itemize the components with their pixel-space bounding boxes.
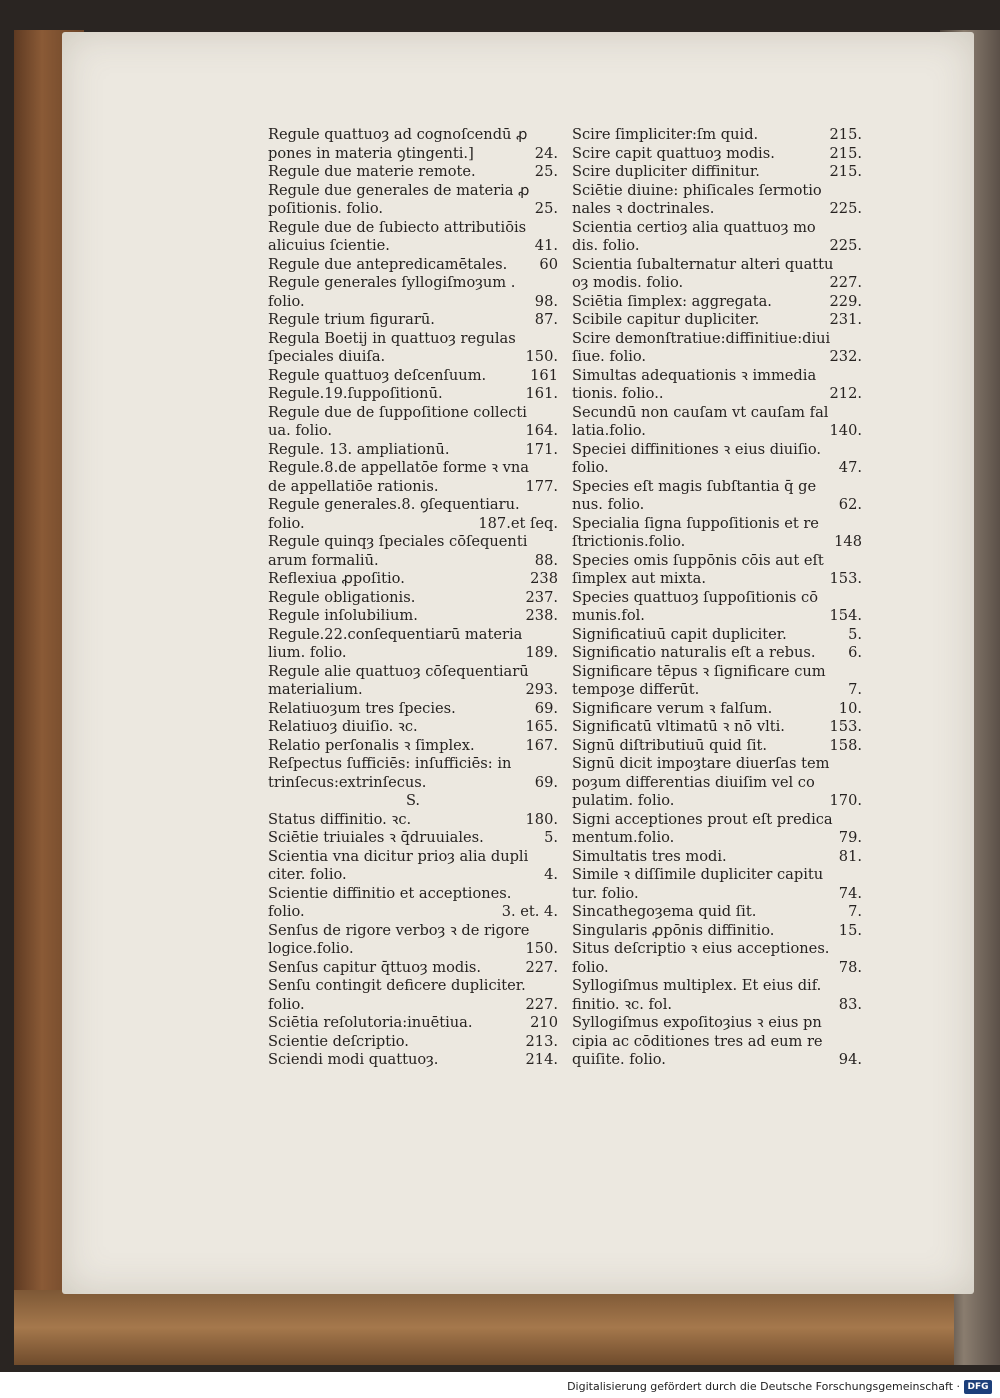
index-entry-text: arum formaliū. bbox=[268, 551, 379, 569]
index-entry-page: 232. bbox=[829, 348, 862, 365]
index-entry-text: Singularis ꝓpōnis diffinitio. bbox=[572, 921, 775, 939]
index-entry-text: Species eſt magis ſubſtantia q̄ ge bbox=[572, 477, 817, 495]
index-entry-text: folio. bbox=[268, 514, 305, 532]
index-entry-text: ſtrictionis.folio. bbox=[572, 533, 686, 550]
index-entry-text: nales ꝛ doctrinales. bbox=[572, 200, 715, 217]
index-entry-text: Regule due materie remote. bbox=[268, 163, 476, 180]
index-entry-text: Sciendi modi quattuoȝ. bbox=[268, 1051, 439, 1068]
section-letter-heading bbox=[268, 792, 558, 811]
index-entry bbox=[572, 422, 862, 441]
index-entry-text: Sincathegoȝema quid ſit. bbox=[572, 903, 757, 920]
index-entry-page: 87. bbox=[534, 311, 558, 328]
index-entry-page: 74. bbox=[838, 884, 862, 902]
index-entry bbox=[268, 237, 558, 256]
index-entry-page: 154. bbox=[829, 607, 862, 624]
binding-board-bottom bbox=[14, 1290, 954, 1365]
index-entry-text: poſitionis. folio. bbox=[268, 200, 384, 217]
index-entry bbox=[572, 256, 862, 275]
index-entry bbox=[572, 829, 862, 848]
index-entry-text: finitio. ꝛc. fol. bbox=[572, 995, 673, 1013]
index-entry-text: Senſus capitur q̄ttuoȝ modis. bbox=[268, 958, 481, 976]
index-entry-text: mentum.folio. bbox=[572, 829, 675, 846]
index-entry-text: oȝ modis. folio. bbox=[572, 274, 684, 291]
index-entry bbox=[268, 663, 558, 682]
index-entry bbox=[572, 182, 862, 201]
index-entry bbox=[572, 330, 862, 349]
index-entry-text: Regule generales.8. ꝯſequentiaru. bbox=[268, 496, 520, 513]
index-entry-text: folio. bbox=[572, 459, 609, 476]
index-entry-text: Reflexiua ꝓpoſitio. bbox=[268, 570, 405, 587]
index-entry bbox=[572, 700, 862, 719]
index-entry-text: pones in materia ꝯtingenti.] bbox=[268, 144, 474, 162]
index-entry bbox=[572, 163, 862, 182]
index-entry bbox=[268, 200, 558, 219]
index-entry-text: S. bbox=[405, 792, 421, 809]
index-entry-page: 60 bbox=[539, 255, 558, 273]
index-entry bbox=[268, 903, 558, 922]
index-entry bbox=[572, 496, 862, 515]
index-entry-page: 293. bbox=[525, 681, 558, 698]
index-entry-text: Regule trium figurarū. bbox=[268, 311, 435, 328]
index-entry bbox=[572, 293, 862, 312]
index-entry bbox=[268, 829, 558, 848]
index-entry bbox=[268, 866, 558, 885]
index-entry bbox=[572, 533, 862, 552]
index-entry bbox=[268, 977, 558, 996]
index-entry-page: 78. bbox=[838, 958, 862, 976]
index-entry bbox=[572, 940, 862, 959]
index-entry-page: 69. bbox=[534, 699, 558, 717]
index-entry bbox=[268, 644, 558, 663]
index-entry-page: 153. bbox=[829, 718, 862, 735]
index-entry-page: 7. bbox=[848, 903, 862, 920]
funding-credit: Digitalisierung gefördert durch die Deutsche Forschungsgemeinschaft · bbox=[567, 1380, 960, 1393]
dfg-logo: DFG bbox=[964, 1380, 992, 1394]
index-entry-page: 212. bbox=[829, 385, 862, 402]
index-entry bbox=[572, 274, 862, 293]
index-entry bbox=[572, 1033, 862, 1052]
index-entry bbox=[572, 478, 862, 497]
index-entry bbox=[572, 663, 862, 682]
index-entry-text: folio. bbox=[268, 995, 305, 1013]
index-entry bbox=[572, 200, 862, 219]
index-entry-page: 69. bbox=[534, 773, 558, 791]
index-column-left bbox=[268, 126, 558, 1070]
index-entry-text: quiſite. folio. bbox=[572, 1051, 666, 1068]
index-entry-text: Significare tēpus ꝛ ſignificare cum bbox=[572, 662, 826, 680]
index-entry-text: Sciētia ſimplex: aggregata. bbox=[572, 292, 772, 310]
index-entry-text: Signū diſtributiuū quid ſit. bbox=[572, 736, 768, 754]
index-entry-text: Status diffinitio. ꝛc. bbox=[268, 810, 412, 828]
index-entry-page: 6. bbox=[848, 644, 862, 661]
index-entry-text: Scire ſimpliciter:ſm quid. bbox=[572, 126, 759, 143]
index-entry bbox=[572, 348, 862, 367]
index-entry-page: 161. bbox=[525, 385, 558, 402]
index-entry-text: Species quattuoȝ ſuppoſitionis cō bbox=[572, 588, 818, 606]
index-entry bbox=[268, 163, 558, 182]
index-entry-text: Regule obligationis. bbox=[268, 588, 416, 606]
index-entry bbox=[572, 367, 862, 386]
index-entry bbox=[572, 959, 862, 978]
index-entry bbox=[268, 404, 558, 423]
index-entry-page: 5. bbox=[848, 625, 862, 643]
index-entry-text: tionis. folio.. bbox=[572, 385, 664, 402]
index-entry-text: Syllogiſmus multiplex. Et eius dif. bbox=[572, 977, 822, 994]
index-entry bbox=[268, 496, 558, 515]
index-entry bbox=[572, 848, 862, 867]
index-entry bbox=[572, 626, 862, 645]
index-entry-text: Regule quinqȝ ſpeciales cōſequenti bbox=[268, 533, 528, 550]
index-entry-text: Regule. 13. ampliationū. bbox=[268, 440, 450, 458]
index-entry bbox=[572, 1014, 862, 1033]
index-entry-page: 215. bbox=[829, 144, 862, 162]
index-entry bbox=[268, 607, 558, 626]
index-entry bbox=[268, 256, 558, 275]
index-entry-page: 79. bbox=[838, 829, 862, 846]
index-entry-page: 25. bbox=[534, 163, 558, 180]
index-entry bbox=[268, 737, 558, 756]
index-entry-text: Simultatis tres modi. bbox=[572, 847, 727, 865]
index-entry-text: citer. folio. bbox=[268, 866, 347, 883]
index-entry-page: 98. bbox=[534, 292, 558, 310]
index-entry-page: 189. bbox=[525, 644, 558, 661]
index-entry-page: 227. bbox=[525, 995, 558, 1013]
index-entry bbox=[572, 385, 862, 404]
index-entry-page: 215. bbox=[829, 163, 862, 180]
index-entry bbox=[268, 774, 558, 793]
index-entry-text: Significatū vltimatū ꝛ nō vlti. bbox=[572, 718, 785, 735]
index-entry bbox=[268, 367, 558, 386]
index-entry-text: de appellatiōe rationis. bbox=[268, 477, 439, 495]
index-entry-text: tempoȝe differūt. bbox=[572, 681, 700, 698]
index-entry-text: Regule alie quattuoȝ cōſequentiarū bbox=[268, 662, 529, 680]
index-entry-text: cipia ac cōditiones tres ad eum re bbox=[572, 1032, 823, 1050]
index-entry-page: 165. bbox=[525, 718, 558, 735]
index-entry bbox=[572, 145, 862, 164]
index-entry-page: 15. bbox=[838, 921, 862, 939]
index-entry-text: materialium. bbox=[268, 681, 363, 698]
index-entry bbox=[268, 922, 558, 941]
index-entry-page: 25. bbox=[534, 200, 558, 217]
index-entry-page: 62. bbox=[838, 496, 862, 513]
index-entry bbox=[268, 996, 558, 1015]
index-entry-page: 227. bbox=[829, 274, 862, 291]
index-entry-page: 171. bbox=[525, 440, 558, 458]
index-entry-text: Speciei diffinitiones ꝛ eius diuiſio. bbox=[572, 440, 822, 458]
index-entry bbox=[572, 903, 862, 922]
index-entry-text: Species omis ſuppōnis cōis aut eſt bbox=[572, 551, 824, 569]
index-entry-page: 5. bbox=[544, 829, 558, 846]
index-entry-text: Scientie deſcriptio. bbox=[268, 1032, 409, 1050]
index-entry bbox=[268, 533, 558, 552]
index-entry-text: Scientie diffinitio et acceptiones. bbox=[268, 884, 512, 902]
index-entry-text: ſimplex aut mixta. bbox=[572, 570, 706, 587]
index-entry-text: Simile ꝛ diſſimile dupliciter capitu bbox=[572, 866, 824, 883]
index-entry-page: 3. et. 4. bbox=[501, 903, 558, 920]
index-entry bbox=[572, 755, 862, 774]
index-entry bbox=[268, 959, 558, 978]
index-entry bbox=[268, 274, 558, 293]
index-entry bbox=[572, 922, 862, 941]
index-entry-text: Scire demonſtratiue:diffinitiue:diui bbox=[572, 329, 831, 347]
index-entry-page: 41. bbox=[534, 237, 558, 254]
index-entry-text: Significatio naturalis eſt a rebus. bbox=[572, 644, 816, 661]
index-entry bbox=[572, 311, 862, 330]
index-entry bbox=[268, 552, 558, 571]
index-entry-text: Scientia certioȝ alia quattuoȝ mo bbox=[572, 218, 816, 236]
index-entry bbox=[268, 1033, 558, 1052]
index-entry-text: Reſpectus ſufficiēs: inſufficiēs: in bbox=[268, 755, 512, 772]
index-entry bbox=[268, 1014, 558, 1033]
index-entry-page: 225. bbox=[829, 200, 862, 217]
index-entry-page: 161 bbox=[530, 366, 558, 384]
index-entry bbox=[572, 404, 862, 423]
index-entry bbox=[268, 515, 558, 534]
index-entry-text: Regule quattuoȝ ad cognoſcendū ꝓ bbox=[268, 126, 528, 143]
index-entry-text: folio. bbox=[268, 292, 305, 310]
index-entry-page: 215. bbox=[829, 126, 862, 143]
index-entry-text: trinſecus:extrinſecus. bbox=[268, 773, 427, 791]
index-entry bbox=[572, 552, 862, 571]
index-entry bbox=[268, 885, 558, 904]
index-entry-text: Regule quattuoȝ deſcenſuum. bbox=[268, 366, 487, 384]
index-entry bbox=[572, 589, 862, 608]
index-entry bbox=[572, 718, 862, 737]
index-entry-text: folio. bbox=[268, 903, 305, 920]
index-entry-text: nus. folio. bbox=[572, 496, 645, 513]
index-entry-text: Situs deſcriptio ꝛ eius acceptiones. bbox=[572, 940, 830, 957]
index-entry-page: 238. bbox=[525, 607, 558, 624]
index-entry bbox=[572, 977, 862, 996]
index-entry bbox=[572, 644, 862, 663]
index-entry bbox=[572, 774, 862, 793]
index-entry-text: ſiue. folio. bbox=[572, 348, 647, 365]
index-entry-text: Senſus de rigore verboȝ ꝛ de rigore bbox=[268, 921, 530, 939]
index-entry bbox=[268, 626, 558, 645]
index-entry bbox=[572, 219, 862, 238]
index-entry-text: Simultas adequationis ꝛ immedia bbox=[572, 366, 817, 384]
index-entry-text: folio. bbox=[572, 958, 609, 976]
index-entry-text: ſpeciales diuiſa. bbox=[268, 348, 386, 365]
index-entry-text: ua. folio. bbox=[268, 422, 333, 439]
index-entry bbox=[268, 811, 558, 830]
index-entry-page: 88. bbox=[534, 551, 558, 569]
index-entry-page: 94. bbox=[838, 1051, 862, 1068]
index-entry-text: Scientia vna dicitur prioȝ alia dupli bbox=[268, 847, 529, 865]
index-entry bbox=[572, 681, 862, 700]
index-entry bbox=[268, 348, 558, 367]
index-entry bbox=[268, 422, 558, 441]
index-entry bbox=[572, 126, 862, 145]
index-entry-text: Regule generales ſyllogiſmoȝum . bbox=[268, 274, 516, 291]
index-entry-page: 177. bbox=[525, 477, 558, 495]
index-entry bbox=[572, 570, 862, 589]
index-entry-page: 238 bbox=[530, 570, 558, 587]
index-entry-text: Relatiuoȝum tres ſpecies. bbox=[268, 699, 456, 717]
index-entry bbox=[572, 737, 862, 756]
index-entry bbox=[268, 1051, 558, 1070]
index-entry-text: munis.fol. bbox=[572, 607, 645, 624]
index-entry-page: 148 bbox=[834, 533, 862, 550]
index-entry-page: 4. bbox=[544, 866, 558, 883]
index-entry bbox=[572, 1051, 862, 1070]
index-entry-text: Sciētie diuine: phiſicales ſermotio bbox=[572, 181, 822, 199]
index-entry-text: dis. folio. bbox=[572, 237, 640, 254]
index-entry-page: 81. bbox=[838, 847, 862, 865]
index-entry-text: Syllogiſmus expoſitoȝius ꝛ eius pn bbox=[572, 1014, 822, 1031]
index-entry bbox=[268, 478, 558, 497]
index-entry-text: Signi acceptiones prout eſt predica bbox=[572, 810, 833, 828]
index-entry bbox=[268, 330, 558, 349]
index-entry bbox=[572, 996, 862, 1015]
index-entry-page: 213. bbox=[525, 1032, 558, 1050]
index-entry-page: 227. bbox=[525, 958, 558, 976]
index-entry bbox=[268, 145, 558, 164]
footer-bar bbox=[0, 1380, 1000, 1398]
index-entry-text: pulatim. folio. bbox=[572, 792, 675, 809]
index-entry-page: 210 bbox=[530, 1014, 558, 1031]
index-entry bbox=[572, 885, 862, 904]
index-entry-text: latia.folio. bbox=[572, 422, 646, 439]
index-entry bbox=[268, 755, 558, 774]
index-entry bbox=[268, 718, 558, 737]
index-entry-text: Regula Boetij in quattuoȝ regulas bbox=[268, 329, 516, 347]
index-entry-text: Scire capit quattuoȝ modis. bbox=[572, 144, 775, 162]
index-entry-page: 187.et ſeq. bbox=[478, 514, 558, 532]
index-entry bbox=[268, 182, 558, 201]
index-entry-text: Significare verum ꝛ falſum. bbox=[572, 699, 773, 717]
index-entry-page: 237. bbox=[525, 588, 558, 606]
index-entry-text: Scientia ſubalternatur alteri quattu bbox=[572, 255, 834, 273]
index-entry-page: 167. bbox=[525, 736, 558, 754]
index-entry-page: 180. bbox=[525, 810, 558, 828]
index-entry-text: Relatio perſonalis ꝛ ſimplex. bbox=[268, 736, 475, 754]
index-entry-page: 214. bbox=[525, 1051, 558, 1068]
index-entry-page: 225. bbox=[829, 237, 862, 254]
index-entry-page: 229. bbox=[829, 292, 862, 310]
index-entry-text: Scire dupliciter diffinitur. bbox=[572, 163, 760, 180]
index-entry bbox=[268, 385, 558, 404]
index-entry-text: Regule due de ſubiecto attributiōis bbox=[268, 218, 527, 236]
index-entry bbox=[268, 126, 558, 145]
index-entry-page: 150. bbox=[525, 348, 558, 365]
index-entry-page: 158. bbox=[829, 736, 862, 754]
index-entry-page: 150. bbox=[525, 940, 558, 957]
index-entry-text: Regule.22.conſequentiarū materia bbox=[268, 625, 523, 643]
index-entry bbox=[268, 311, 558, 330]
index-entry bbox=[572, 811, 862, 830]
index-entry bbox=[572, 441, 862, 460]
index-column-right bbox=[572, 126, 862, 1070]
index-entry-text: Signū dicit impoȝtare diuerſas tem bbox=[572, 755, 830, 772]
index-entry bbox=[268, 219, 558, 238]
index-entry bbox=[268, 681, 558, 700]
index-entry-text: Secundū non cauſam vt cauſam fal bbox=[572, 403, 829, 421]
index-entry-text: poȝum differentias diuiſim vel co bbox=[572, 773, 815, 791]
index-entry-page: 10. bbox=[838, 699, 862, 717]
index-entry-text: Regule due generales de materia ꝓ bbox=[268, 181, 530, 199]
index-entry-text: Regule.8.de appellatōe forme ꝛ vna bbox=[268, 459, 530, 476]
index-entry-text: tur. folio. bbox=[572, 884, 639, 902]
index-entry bbox=[572, 607, 862, 626]
index-entry-text: Regule due de ſuppoſitione collecti bbox=[268, 403, 527, 421]
index-entry-text: logice.folio. bbox=[268, 940, 354, 957]
index-entry-page: 153. bbox=[829, 570, 862, 587]
index-entry-text: Sciētie triuiales ꝛ q̄druuiales. bbox=[268, 829, 484, 846]
index-entry bbox=[572, 237, 862, 256]
index-entry-page: 24. bbox=[534, 144, 558, 162]
index-entry-page: 83. bbox=[838, 995, 862, 1013]
index-entry bbox=[268, 441, 558, 460]
index-entry-text: Regule.19.ſuppoſitionū. bbox=[268, 385, 443, 402]
index-entry-page: 47. bbox=[838, 459, 862, 476]
index-entry bbox=[268, 459, 558, 478]
index-entry-text: Scibile capitur dupliciter. bbox=[572, 311, 760, 328]
index-entry bbox=[268, 848, 558, 867]
index-entry-page: 170. bbox=[829, 792, 862, 809]
index-entry-text: Specialia ſigna ſuppoſitionis et re bbox=[572, 514, 819, 532]
index-entry-page: 164. bbox=[525, 422, 558, 439]
index-entry-page: 140. bbox=[829, 422, 862, 439]
index-entry bbox=[572, 866, 862, 885]
index-entry-text: alicuius ſcientie. bbox=[268, 237, 390, 254]
index-entry bbox=[572, 792, 862, 811]
index-entry-text: Significatiuū capit dupliciter. bbox=[572, 625, 787, 643]
index-entry bbox=[268, 940, 558, 959]
index-entry-text: Relatiuoȝ diuiſio. ꝛc. bbox=[268, 718, 418, 735]
index-entry-page: 231. bbox=[829, 311, 862, 328]
index-entry-text: Regule due antepredicamētales. bbox=[268, 255, 508, 273]
index-entry bbox=[268, 589, 558, 608]
index-entry bbox=[268, 293, 558, 312]
index-entry bbox=[268, 700, 558, 719]
index-entry-text: Regule inſolubilium. bbox=[268, 607, 418, 624]
index-entry-text: Senſu contingit deficere dupliciter. bbox=[268, 977, 526, 994]
paper-leaf bbox=[62, 32, 974, 1294]
index-entry-text: lium. folio. bbox=[268, 644, 347, 661]
index-entry bbox=[268, 570, 558, 589]
index-entry-page: 7. bbox=[848, 681, 862, 698]
index-entry bbox=[572, 459, 862, 478]
index-entry bbox=[572, 515, 862, 534]
index-entry-text: Sciētia reſolutoria:inuētiua. bbox=[268, 1014, 473, 1031]
